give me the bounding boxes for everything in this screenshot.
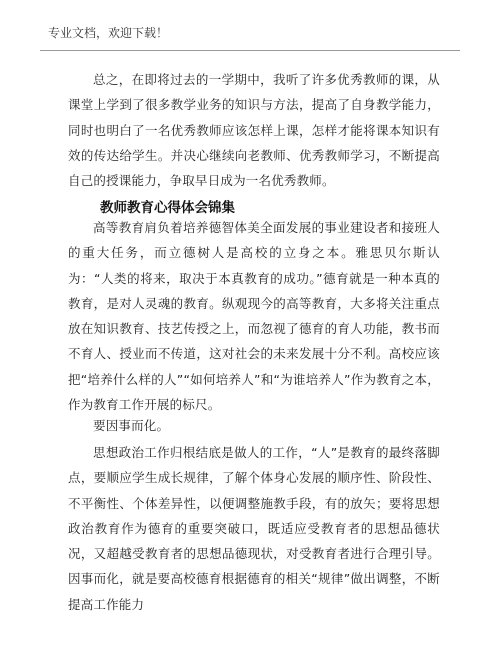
paragraph-higher-education: 高等教育肩负着培养德智体美全面发展的事业建设者和接班人的重大任务，而立德树人是高校的立身之本。雅思贝尔斯认为：“人类的将来，取决于本真教育的成功。”德育就是一种本真的教育，是对人灵魂的教育。纵观现今的高等教育，大多将关注重点放在知识教育、技艺传授之上，而忽视了德育的育人功能，教书而不育人、授业而不传道，这对社会的未来发展十分不利。高校应该把“培养什么样的人”“如何培养人”和“为谁培养人”作为教育之本，作为教育工作开展的标尺。 xyxy=(68,220,440,413)
paragraph-ideological-work: 思想政治工作归根结底是做人的工作，“人”是教育的最终落脚点，要顺应学生成长规律，了解个体身心发展的顺序性、阶段性、不平衡性、个体差异性，以便调整施教手段，有的放矢；要将思想政治教育作为德育的重要突破口，既适应受教育者的思想品德状况，又超越受教育者的思想品德现状，对受教育者进行合理引导。因事而化，就是要高校德育根据德育的相关“规律”做出调整，不断提高工作能力 xyxy=(68,445,440,612)
page-header: 专业文档，欢迎下载！ xyxy=(48,26,169,40)
section-heading: 教师教育心得体会锦集 xyxy=(100,200,235,216)
header-divider xyxy=(40,50,460,51)
paragraph-subheading: 要因事而化。 xyxy=(93,418,170,433)
paragraph-summary: 总之，在即将过去的一学期中，我听了许多优秀教师的课，从课堂上学到了很多教学业务的知识与方法，提高了自身教学能力，同时也明白了一名优秀教师应该怎样上课，怎样才能将课本知识有效的传达给学生。并决心继续向老教师、优秀教师学习，不断提高自己的授课能力，争取早日成为一名优秀教师。 xyxy=(68,72,440,189)
